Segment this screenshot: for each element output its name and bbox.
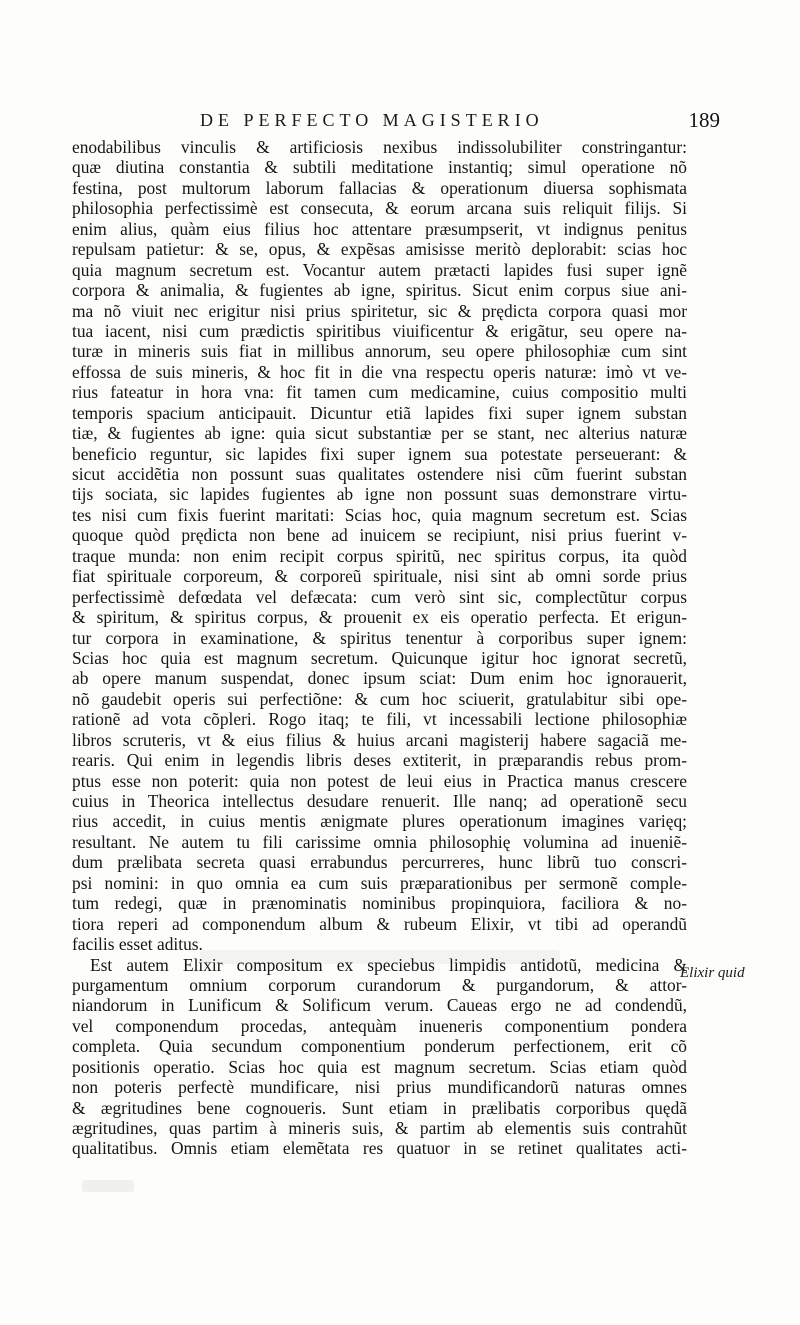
text-line: ma nõ viuit nec erigitur nisi prius spiritetur, sic & prędicta corpora quasi mor — [72, 300, 687, 321]
text-line: tur corpora in examinatione, & spiritus tenentur à corporibus super ignem: — [72, 627, 687, 648]
page-number: 189 — [688, 108, 720, 132]
text-line: ab opere manum suspendat, donec ipsum sciat: Dum enim hoc ignorauerit, — [72, 668, 687, 689]
text-line: temporis spacium anticipauit. Dicuntur etiã lapides fixi super ignem substan — [72, 402, 687, 423]
text-line: rius accedit, in cuius mentis ænigmate plures operationum imagines varięq; — [72, 811, 687, 832]
text-line: tes nisi cum fixis fuerint maritati: Scias hoc, quia magnum secretum est. Scias — [72, 504, 687, 525]
marginal-note: Elixir quid — [680, 965, 745, 981]
text-line: ægritudines, quas partim à mineris suis, & partim ab elementis suis contrahũt — [72, 1118, 687, 1138]
paragraph-start-line: Est autem Elixir compositum ex speciebus limpidis antidotũ, medicina & — [90, 954, 687, 975]
text-line: tiæ, & fugientes ab igne: quia sicut substantiæ per se stant, nec alterius naturæ — [72, 423, 687, 444]
text-line: traque munda: non enim recipit corpus spiritũ, nec spiritus corpus, ita quòd — [72, 545, 687, 566]
text-line: quia magnum secretum est. Vocantur autem prætacti lapides fusi super ignẽ — [72, 259, 687, 280]
text-line: purgamentum omnium corporum curandorum & purgandorum, & attor- — [72, 974, 687, 995]
text-line: psi nomini: in quo omnia ea cum suis præparationibus per sermonẽ comple- — [72, 872, 687, 893]
text-line: rearis. Qui enim in legendis libris deses extiterit, in præparandis rebus prom- — [72, 750, 687, 771]
text-line: turæ in mineris suis fiat in millibus annorum, seu opere philosophiæ cum sint — [72, 341, 687, 362]
text-line: tua iacent, nisi cum prædictis spiritibus viuificentur & erigãtur, seu opere na- — [72, 320, 687, 341]
text-line: tum redegi, quæ in prænominatis nominibus propinquiora, faciliora & no- — [72, 893, 687, 914]
body-text — [72, 137, 687, 1159]
text-line: Scias hoc quia est magnum secretum. Quicunque igitur hoc ignorat secretũ, — [72, 647, 687, 668]
text-line: non poteris perfectè mundificare, nisi prius mundificandorũ naturas omnes — [72, 1077, 687, 1098]
text-line: rationẽ ad vota cõpleri. Rogo itaq; te fili, vt incessabili lectione philosophiæ — [72, 709, 687, 730]
text-line: rius fateatur in hora vna: fit tamen cum medicamine, cuius compositio multi — [72, 382, 687, 403]
text-line: & spiritum, & spiritus corpus, & prouenit ex eis operatio perfecta. Et erigun- — [72, 607, 687, 628]
bleed-through-text — [82, 1180, 134, 1192]
text-line: corpora & animalia, & fugientes ab igne, spiritus. Sicut enim corpus siue ani- — [72, 280, 687, 301]
text-line: & ægritudines bene cognoueris. Sunt etiam in prælibatis corporibus quędã — [72, 1097, 687, 1118]
text-line: fiat spirituale corporeum, & corporeũ spirituale, nisi sint ab omni sorde prius — [72, 566, 687, 587]
text-line: festina, post multorum laborum fallacias & operationum diuersa sophismata — [72, 177, 687, 198]
paragraph-end-line: facilis esset aditus. — [72, 934, 203, 955]
text-line: dum prælibata secreta quasi errabundus percurreres, hunc librũ tuo conscri- — [72, 852, 687, 873]
text-line: libros scruteris, vt & eius filius & huius arcani magisterij habere sagaciã me- — [72, 729, 687, 750]
text-line: qualitatibus. Omnis etiam elemẽtata res quatuor in se retinet qualitates acti- — [72, 1138, 687, 1159]
text-line: philosophia perfectissimè est consecuta, & eorum arcana suis reliquit filijs. Si — [72, 198, 687, 219]
text-line: tiora reperi ad componendum album & rubeum Elixir, vt tibi ad operandũ — [72, 913, 687, 934]
text-line: repulsam patietur: & se, opus, & expẽsas amisisse meritò deplorabit: scias hoc — [72, 239, 687, 260]
text-line: enodabilibus vinculis & artificiosis nexibus indissolubiliter constringantur: — [72, 137, 687, 157]
text-line: tijs sociata, sic lapides fugientes ab igne non possunt suas demonstrare virtu- — [72, 484, 687, 505]
text-line: positionis operatio. Scias hoc quia est magnum secretum. Scias etiam quòd — [72, 1056, 687, 1077]
running-head: DE PERFECTO MAGISTERIO — [200, 110, 544, 130]
text-line: perfectissimè defœdata vel defæcata: cum verò sint sic, complectũtur corpus — [72, 586, 687, 607]
text-line: niandorum in Lunificum & Solificum verum. Caueas ergo ne ad condendũ, — [72, 995, 687, 1016]
text-line: quoque quòd prędicta non bene ad inuicem se recipiunt, nisi prius fuerint v- — [72, 525, 687, 546]
text-line: vel componendum procedas, antequàm inueneris componentium pondera — [72, 1015, 687, 1036]
text-line: sicut accidẽtia non possunt suas qualitates ostendere nisi cũm fuerint substan — [72, 464, 687, 484]
text-line: cuius in Theorica intellectus desudare renuerit. Ille nanq; ad operationẽ secu — [72, 791, 687, 811]
text-line: nõ gaudebit operis sui perfectiõne: & cum hoc sciuerit, gratulabitur sibi ope- — [72, 688, 687, 709]
text-line: ptus esse non poterit: quia non potest de leui eius in Practica manus crescere — [72, 770, 687, 791]
text-line: enim alius, quàm eius filius hoc attentare præsumpserit, vt indignus penitus — [72, 218, 687, 239]
text-line: resultant. Ne autem tu fili carissime omnia philosophię volumina ad inueniẽ- — [72, 831, 687, 852]
text-line: beneficio reguntur, sic lapides fixi super ignem sua potestate perseuerant: & — [72, 443, 687, 464]
text-line: completa. Quia secundum componentium ponderum perfectionem, erit cõ — [72, 1036, 687, 1057]
text-line: quæ diutina constantia & subtili meditatione instantiq; simul operatione nõ — [72, 157, 687, 178]
text-line: effossa de suis mineris, & hoc fit in die vna respectu operis naturæ: imò vt ve- — [72, 361, 687, 382]
